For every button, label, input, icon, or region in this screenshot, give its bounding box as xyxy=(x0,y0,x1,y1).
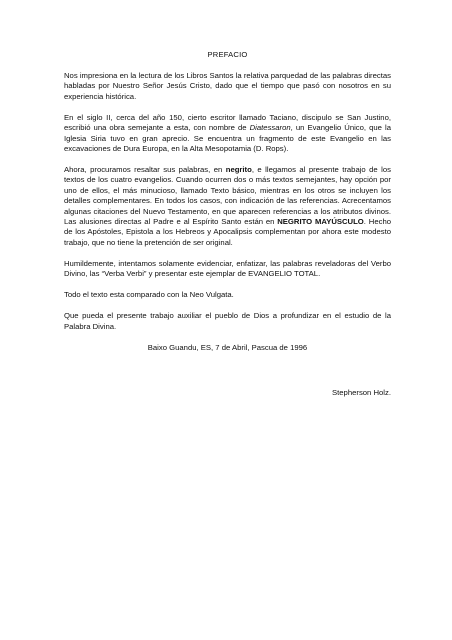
paragraph-4: Humildemente, intentamos solamente evidenciar, enfatizar, las palabras reveladoras del Verbo Divino, las “Verba Verbi” y presentar este ejemplar de EVANGELIO TOTAL. xyxy=(64,258,391,279)
paragraph-3-bold-1: negrito xyxy=(225,165,252,175)
document-body xyxy=(64,50,391,399)
paragraph-2-italic: Diatessaron xyxy=(249,123,291,133)
paragraph-3-bold-2: NEGRITO MAYÚSCULO xyxy=(277,217,364,227)
paragraph-2 xyxy=(64,113,391,155)
paragraph-2-text-a: En el siglo II, cerca del año 150, cierto escritor llamado Taciano, discipulo se San Justino, escribió una obra semejante a esta, con nombre de xyxy=(64,112,391,133)
paragraph-5: Todo el texto esta comparado con la Neo Vulgata. xyxy=(64,290,234,300)
page-title: PREFACIO xyxy=(207,50,248,59)
paragraph-3-text-b: , e llegamos al presente trabajo de los textos de los cuatro evangelios. Cuando ocurren dos o más textos semejantes, hay opción por uno de ellos, el más minucioso, llamado Texto básico, mientras en los otros se incluyen los detalles complementares. En todos los casos, con indicación de las referencias. Acrecentamos algunas citaciones del Nuevo Testamento, en que aparecen referencias a los atributos divinos. Las alusiones directas al Padre e al Espírito Santo están en xyxy=(64,165,391,227)
paragraph-6: Que pueda el presente trabajo auxiliar el pueblo de Dios a profundizar en el estudio de la Palabra Divina. xyxy=(64,311,391,331)
paragraph-1: Nos impresiona en la lectura de los Libros Santos la relativa parquedad de las palabras directas habladas por Nuestro Señor Jesús Cristo, dado que el tiempo que pasó con nosotros en su experiencia histórica. xyxy=(64,71,391,101)
paragraph-3-text-a: Ahora, procuramos resaltar sus palabras, en xyxy=(64,165,226,175)
paragraph-2-text-b: , un Evangelio Único, que la Iglesia Siria tuvo en gran aprecio. Se encuentra un fragmento de este Evangelio en las excavaciones de Dura Europa, en la Alta Mesopotamia (D. Rops). xyxy=(64,123,391,154)
paragraph-3 xyxy=(64,165,391,248)
place-date: Baixo Guandu, ES, 7 de Abril, Pascua de 1996 xyxy=(147,342,308,352)
signature: Stepherson Holz. xyxy=(332,388,391,398)
paragraph-3-text-c: . Hecho de los Apóstoles, Epistola a los Hebreos y Apocalipsis complementan por ahora este modesto trabajo, que no tiene la pretención de ser original. xyxy=(64,217,391,247)
